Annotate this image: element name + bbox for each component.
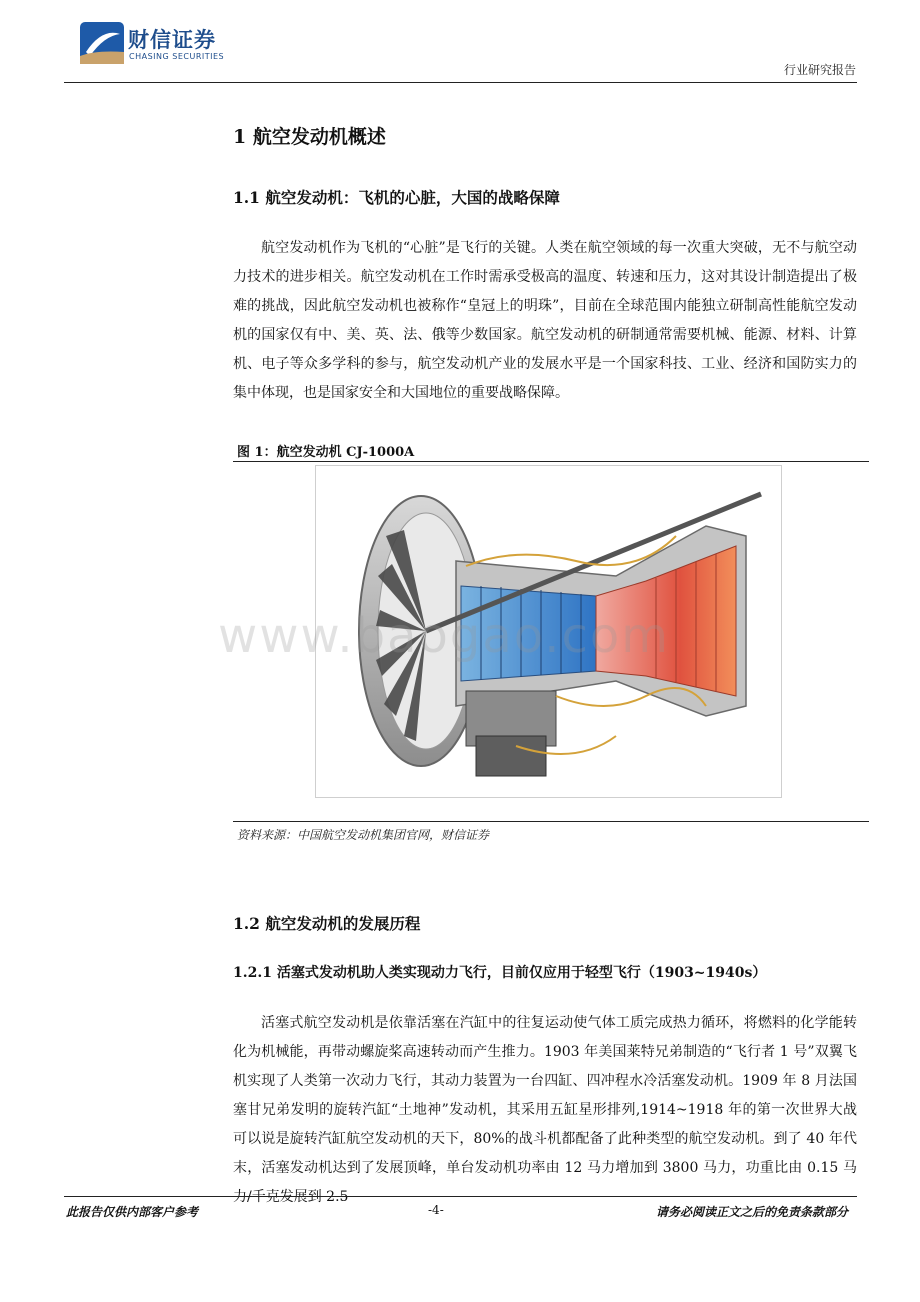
figure-top-rule [233, 461, 869, 462]
company-name-cn: 财信证券 [128, 28, 216, 52]
company-name-en: CHASING SECURITIES [129, 52, 225, 61]
figure-bottom-rule [233, 821, 869, 822]
paragraph-1-1: 航空发动机作为飞机的“心脏”是飞行的关键。人类在航空领域的每一次重大突破，无不与航空动力技术的进步相关。航空发动机在工作时需承受极高的温度、转速和压力，这对其设计制造提出了极难的挑战，因此航空发动机也被称作“皇冠上的明珠”，目前在全球范围内能独立研制高性能航空发动机的国家仅有中、美、英、法、俄等少数国家。航空发动机的研制通常需要机械、能源、材料、计算机、电子等众多学科的参与，航空发动机产业的发展水平是一个国家科技、工业、经济和国防实力的集中体现，也是国家安全和大国地位的重要战略保障。 [233, 240, 857, 401]
footer-disclaimer-left: 此报告仅供内部客户参考 [66, 1205, 199, 1219]
footer-divider [64, 1196, 857, 1197]
figure-source: 资料来源：中国航空发动机集团官网，财信证券 [237, 828, 490, 842]
header-divider [64, 82, 857, 83]
company-logo-icon [80, 22, 124, 64]
report-type-label: 行业研究报告 [783, 63, 856, 77]
footer-disclaimer-right: 请务必阅读正文之后的免责条款部分 [655, 1205, 848, 1219]
page-number: -4- [428, 1203, 444, 1217]
watermark-text: www.baogao.com [218, 608, 671, 664]
subsection-title-1-2: 1.2 航空发动机的发展历程 [233, 914, 421, 933]
figure-caption: 图 1：航空发动机 CJ-1000A [237, 445, 415, 460]
section-title: 1 航空发动机概述 [233, 126, 386, 148]
subsection-title-1-2-1: 1.2.1 活塞式发动机助人类实现动力飞行，目前仅应用于轻型飞行（1903~1940s） [233, 965, 767, 981]
paragraph-1-2-1: 活塞式航空发动机是依靠活塞在汽缸中的往复运动使气体工质完成热力循环，将燃料的化学能转化为机械能，再带动螺旋桨高速转动而产生推力。1903 年美国莱特兄弟制造的“飞行者 1 号”双翼飞机实现了人类第一次动力飞行，其动力装置为一台四缸、四冲程水冷活塞发动机。1909 年 8 月法国塞甘兄弟发明的旋转汽缸“土地神”发动机，其采用五缸星形排列,1914~1918 年的第一次世界大战可以说是旋转汽缸航空发动机的天下，80%的战斗机都配备了此种类型的航空发动机。到了 40 年代末，活塞发动机达到了发展顶峰，单台发动机功率由 12 马力增加到 3800 马力，功重比由 0.15 马力/千克发展到 2.5 [233, 1015, 857, 1205]
subsection-title-1-1: 1.1 航空发动机：飞机的心脏，大国的战略保障 [233, 188, 560, 207]
